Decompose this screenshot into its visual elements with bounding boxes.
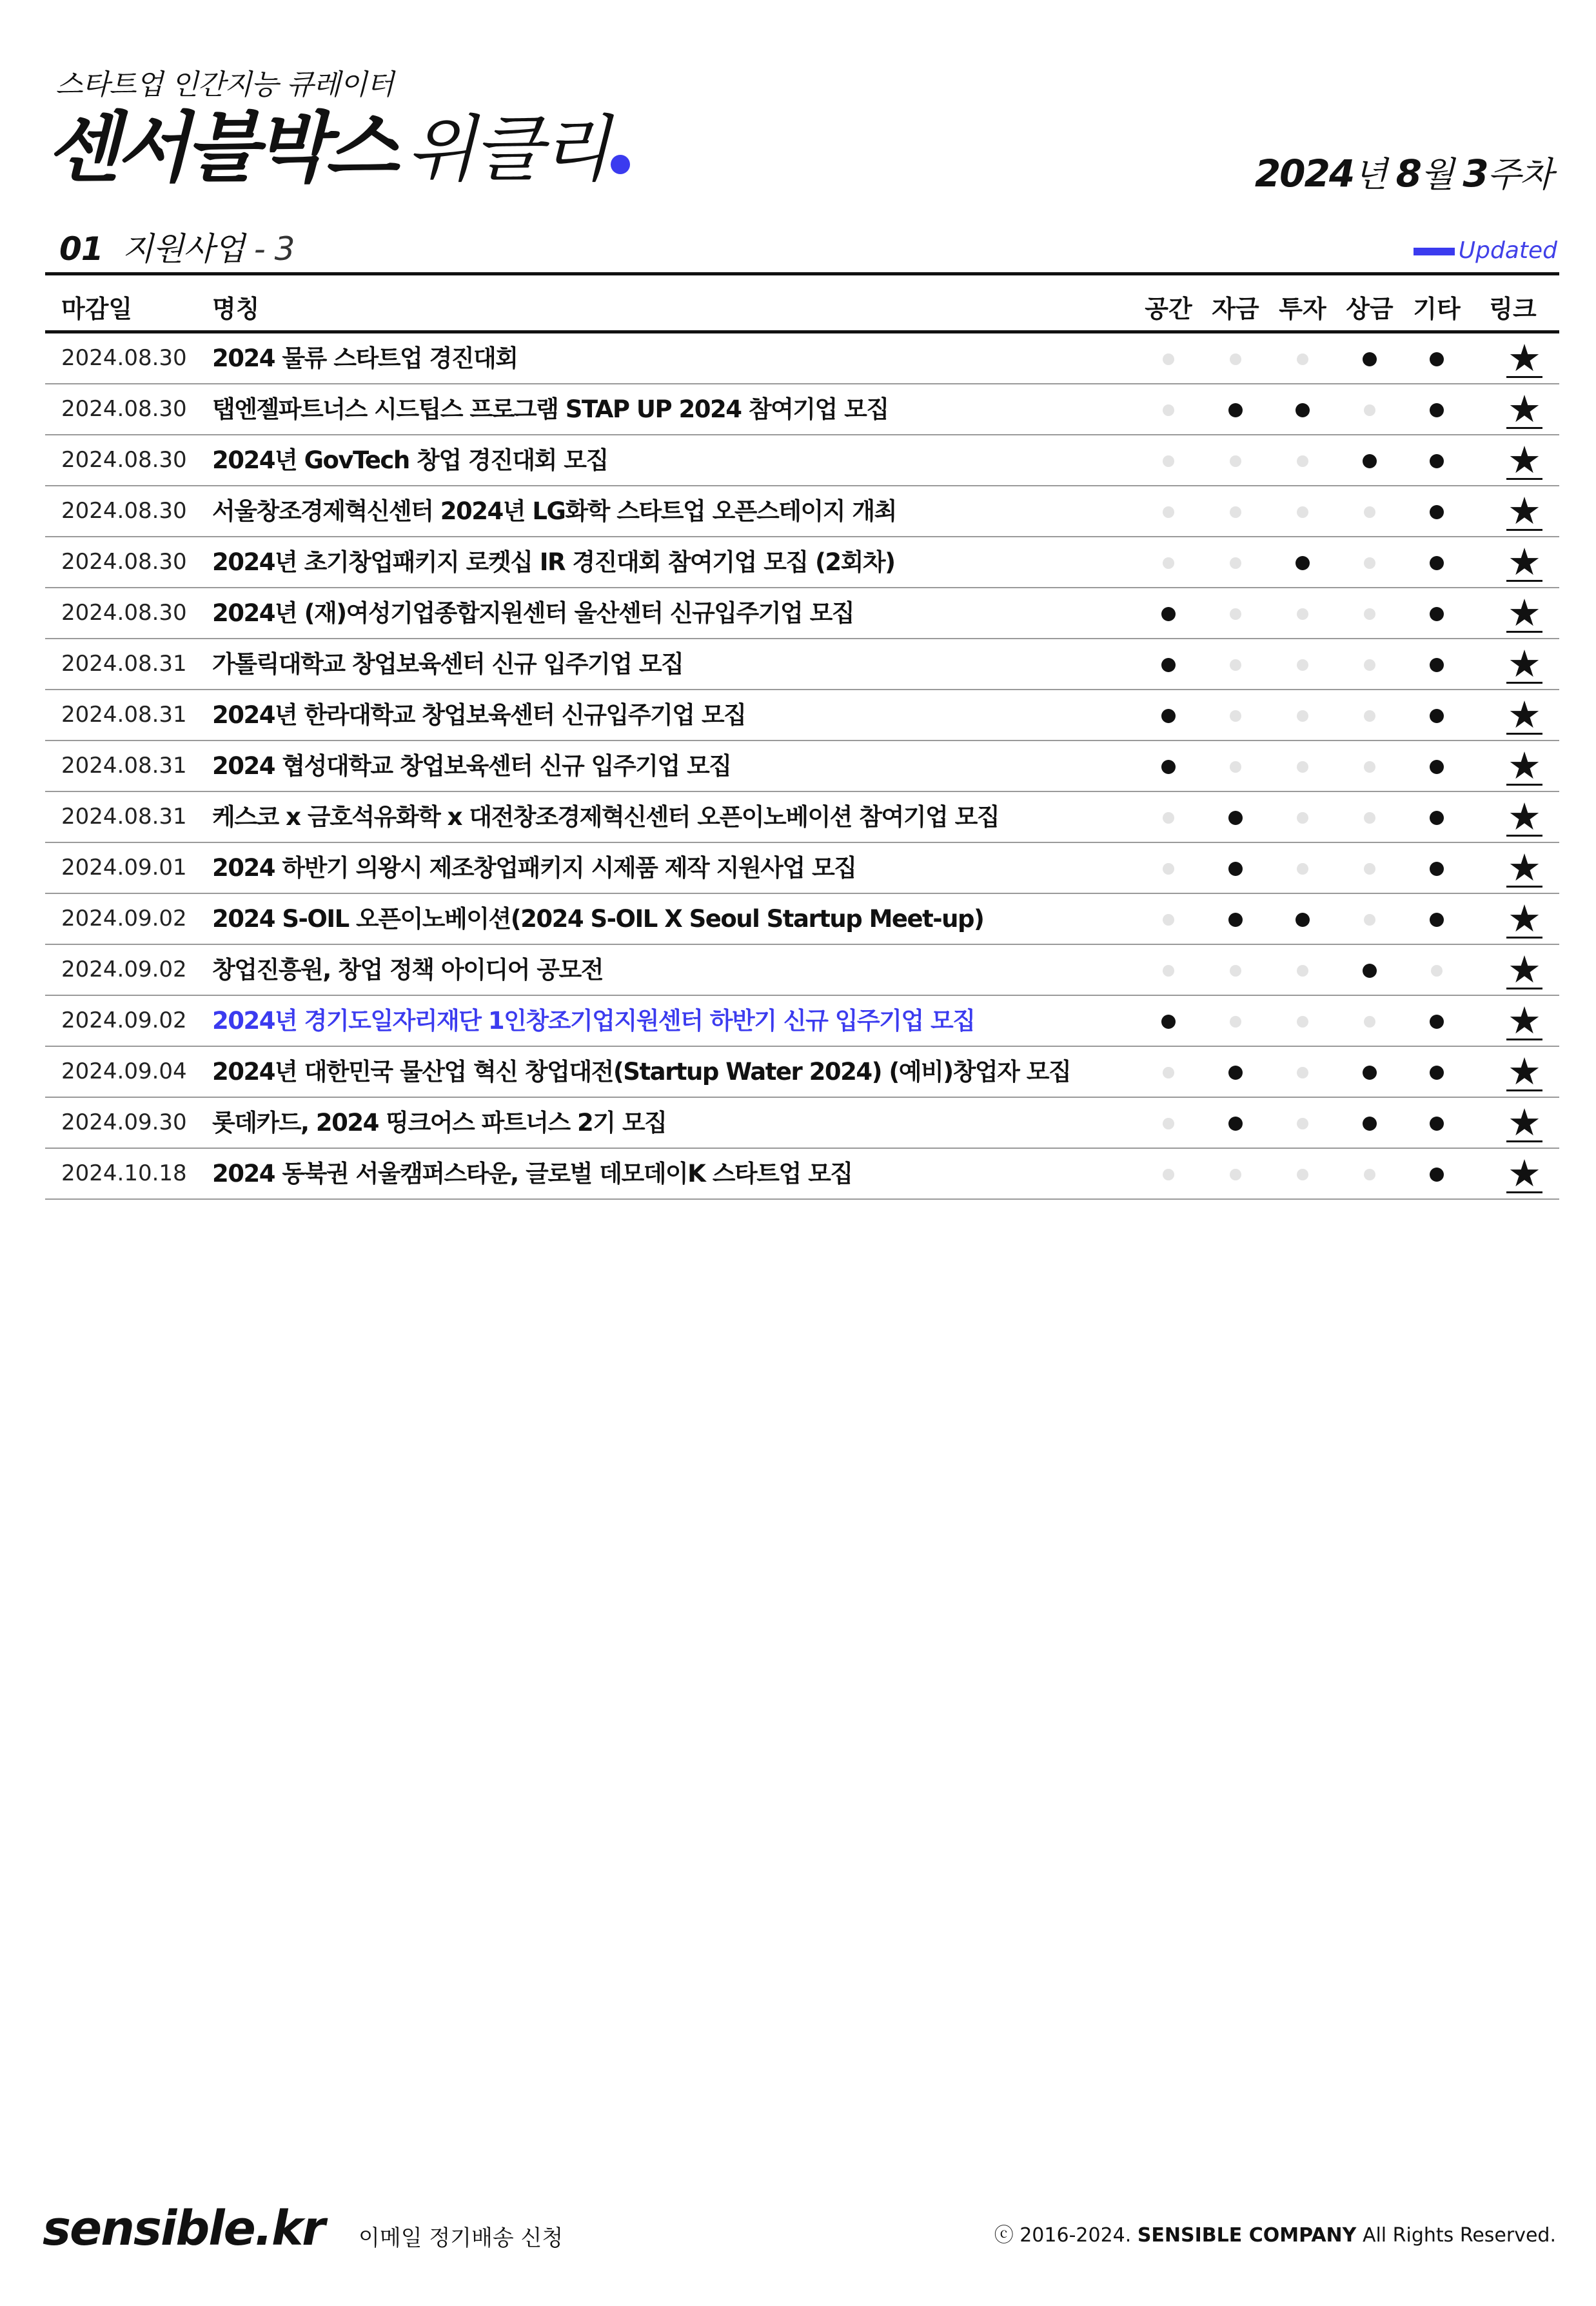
filled-dot-icon <box>1228 403 1243 417</box>
filled-dot-icon <box>1228 862 1243 876</box>
row-space-cell <box>1135 945 1202 995</box>
row-etc-cell <box>1403 690 1470 740</box>
row-space-cell <box>1135 690 1202 740</box>
row-funding-cell <box>1202 1047 1269 1097</box>
row-etc-cell <box>1403 537 1470 587</box>
empty-dot-icon <box>1297 353 1308 365</box>
row-space-cell <box>1135 486 1202 536</box>
row-funding-cell <box>1202 1149 1269 1198</box>
issue-date <box>1255 147 1552 197</box>
star-link-icon[interactable]: ★ <box>1508 948 1541 991</box>
filled-dot-icon <box>1430 658 1444 672</box>
page-title <box>46 103 630 192</box>
star-link-icon[interactable]: ★ <box>1508 540 1541 584</box>
row-link-cell <box>1491 894 1558 944</box>
row-funding-cell <box>1202 690 1269 740</box>
row-prize-cell <box>1336 1047 1403 1097</box>
empty-dot-icon <box>1163 914 1174 926</box>
row-prize-cell <box>1336 537 1403 587</box>
row-name: 2024년 GovTech 창업 경진대회 모집 <box>212 446 608 474</box>
row-deadline: 2024.09.02 <box>61 957 187 982</box>
table-row <box>45 537 1559 588</box>
row-deadline: 2024.09.02 <box>61 906 187 931</box>
empty-dot-icon <box>1297 1067 1308 1078</box>
row-name: 가톨릭대학교 창업보육센터 신규 입주기업 모집 <box>212 650 684 678</box>
row-link-cell <box>1491 690 1558 740</box>
filled-dot-icon <box>1430 709 1444 723</box>
filled-dot-icon <box>1161 607 1176 621</box>
header-prize: 상금 <box>1346 295 1394 323</box>
row-deadline: 2024.08.31 <box>61 804 187 830</box>
row-space-cell <box>1135 1047 1202 1097</box>
star-link-icon[interactable]: ★ <box>1508 438 1541 482</box>
row-funding-cell <box>1202 996 1269 1046</box>
table-row <box>45 1149 1559 1200</box>
row-prize-cell <box>1336 639 1403 689</box>
table-row <box>45 435 1559 486</box>
row-space-cell <box>1135 996 1202 1046</box>
filled-dot-icon <box>1430 1015 1444 1029</box>
row-space-cell <box>1135 741 1202 791</box>
section-number: 01 <box>59 230 103 268</box>
row-name: 2024년 (재)여성기업종합지원센터 울산센터 신규입주기업 모집 <box>212 599 854 627</box>
empty-dot-icon <box>1230 557 1241 569</box>
row-funding-cell <box>1202 843 1269 893</box>
empty-dot-icon <box>1297 1016 1308 1028</box>
empty-dot-icon <box>1230 1016 1241 1028</box>
row-space-cell <box>1135 639 1202 689</box>
empty-dot-icon <box>1364 404 1375 416</box>
row-link-cell <box>1491 1098 1558 1148</box>
star-link-icon[interactable]: ★ <box>1508 744 1541 788</box>
row-etc-cell <box>1403 435 1470 485</box>
row-investment-cell <box>1269 486 1336 536</box>
star-link-icon[interactable]: ★ <box>1508 642 1541 686</box>
issue-week-unit: 주차 <box>1487 154 1552 195</box>
row-deadline: 2024.08.30 <box>61 549 187 575</box>
row-deadline: 2024.08.31 <box>61 702 187 728</box>
empty-dot-icon <box>1230 1169 1241 1180</box>
row-etc-cell <box>1403 384 1470 434</box>
row-link-cell <box>1491 792 1558 842</box>
row-deadline: 2024.08.30 <box>61 396 187 422</box>
filled-dot-icon <box>1430 760 1444 774</box>
star-link-icon[interactable]: ★ <box>1508 1049 1541 1093</box>
row-funding-cell <box>1202 945 1269 995</box>
table-row <box>45 945 1559 996</box>
row-link-cell <box>1491 333 1558 383</box>
row-investment-cell <box>1269 843 1336 893</box>
filled-dot-icon <box>1430 811 1444 825</box>
header-deadline: 마감일 <box>61 295 133 323</box>
row-link-cell <box>1491 1149 1558 1198</box>
row-prize-cell <box>1336 945 1403 995</box>
row-investment-cell <box>1269 996 1336 1046</box>
row-funding-cell <box>1202 384 1269 434</box>
empty-dot-icon <box>1364 608 1375 620</box>
row-name: 케스코 x 금호석유화학 x 대전창조경제혁신센터 오픈이노베이션 참여기업 모집 <box>212 803 1000 831</box>
row-prize-cell <box>1336 384 1403 434</box>
row-etc-cell <box>1403 945 1470 995</box>
row-etc-cell <box>1403 639 1470 689</box>
empty-dot-icon <box>1364 659 1375 671</box>
filled-dot-icon <box>1430 556 1444 570</box>
empty-dot-icon <box>1230 455 1241 467</box>
filled-dot-icon <box>1228 913 1243 927</box>
table-row <box>45 792 1559 843</box>
program-table <box>45 333 1559 1200</box>
filled-dot-icon <box>1161 709 1176 723</box>
star-link-icon[interactable]: ★ <box>1508 336 1541 380</box>
row-space-cell <box>1135 333 1202 383</box>
row-etc-cell <box>1403 894 1470 944</box>
star-link-icon[interactable]: ★ <box>1508 999 1541 1042</box>
row-prize-cell <box>1336 435 1403 485</box>
issue-year-unit: 년 <box>1354 154 1386 195</box>
row-funding-cell <box>1202 894 1269 944</box>
filled-dot-icon <box>1363 352 1377 366</box>
row-investment-cell <box>1269 1098 1336 1148</box>
row-investment-cell <box>1269 792 1336 842</box>
row-prize-cell <box>1336 792 1403 842</box>
filled-dot-icon <box>1430 862 1444 876</box>
filled-dot-icon <box>1430 454 1444 468</box>
filled-dot-icon <box>1363 1117 1377 1131</box>
row-prize-cell <box>1336 486 1403 536</box>
row-link-cell <box>1491 435 1558 485</box>
table-row <box>45 741 1559 792</box>
row-investment-cell <box>1269 1047 1336 1097</box>
row-name: 창업진흥원, 창업 정책 아이디어 공모전 <box>212 956 603 984</box>
copyright-years: ⓒ 2016-2024. <box>994 2224 1132 2247</box>
row-etc-cell <box>1403 741 1470 791</box>
row-investment-cell <box>1269 741 1336 791</box>
table-top-rule <box>45 272 1559 275</box>
row-prize-cell <box>1336 588 1403 638</box>
row-funding-cell <box>1202 333 1269 383</box>
empty-dot-icon <box>1163 557 1174 569</box>
email-subscribe-link[interactable]: 이메일 정기배송 신청 <box>359 2225 564 2251</box>
row-etc-cell <box>1403 333 1470 383</box>
row-prize-cell <box>1336 1149 1403 1198</box>
filled-dot-icon <box>1296 403 1310 417</box>
row-name: 서울창조경제혁신센터 2024년 LG화학 스타트업 오픈스테이지 개최 <box>212 497 896 525</box>
section-heading <box>59 223 294 270</box>
row-name: 2024 물류 스타트업 경진대회 <box>212 344 518 372</box>
row-deadline: 2024.09.02 <box>61 1008 187 1033</box>
row-space-cell <box>1135 792 1202 842</box>
empty-dot-icon <box>1163 863 1174 875</box>
row-link-cell <box>1491 945 1558 995</box>
row-investment-cell <box>1269 333 1336 383</box>
empty-dot-icon <box>1163 353 1174 365</box>
filled-dot-icon <box>1430 403 1444 417</box>
row-funding-cell <box>1202 792 1269 842</box>
row-name: 2024년 경기도일자리재단 1인창조기업지원센터 하반기 신규 입주기업 모집 <box>212 1007 975 1035</box>
row-funding-cell <box>1202 486 1269 536</box>
row-funding-cell <box>1202 435 1269 485</box>
row-prize-cell <box>1336 741 1403 791</box>
empty-dot-icon <box>1364 710 1375 722</box>
row-deadline: 2024.08.30 <box>61 498 187 524</box>
row-funding-cell <box>1202 639 1269 689</box>
star-link-icon[interactable]: ★ <box>1508 795 1541 839</box>
filled-dot-icon <box>1228 1066 1243 1080</box>
row-investment-cell <box>1269 1149 1336 1198</box>
row-deadline: 2024.08.30 <box>61 447 187 473</box>
row-investment-cell <box>1269 384 1336 434</box>
header-name: 명칭 <box>212 295 260 323</box>
empty-dot-icon <box>1297 455 1308 467</box>
row-etc-cell <box>1403 1149 1470 1198</box>
empty-dot-icon <box>1364 863 1375 875</box>
filled-dot-icon <box>1161 760 1176 774</box>
row-investment-cell <box>1269 690 1336 740</box>
star-link-icon[interactable]: ★ <box>1508 489 1541 533</box>
row-name: 2024 하반기 의왕시 제조창업패키지 시제품 제작 지원사업 모집 <box>212 854 856 882</box>
header-funding: 자금 <box>1212 295 1259 323</box>
empty-dot-icon <box>1364 557 1375 569</box>
filled-dot-icon <box>1296 556 1310 570</box>
star-link-icon[interactable]: ★ <box>1508 591 1541 635</box>
star-link-icon[interactable]: ★ <box>1508 897 1541 940</box>
row-funding-cell <box>1202 588 1269 638</box>
row-etc-cell <box>1403 1098 1470 1148</box>
empty-dot-icon <box>1163 506 1174 518</box>
row-prize-cell <box>1336 333 1403 383</box>
empty-dot-icon <box>1230 608 1241 620</box>
table-row <box>45 690 1559 741</box>
empty-dot-icon <box>1163 404 1174 416</box>
row-link-cell <box>1491 537 1558 587</box>
empty-dot-icon <box>1297 965 1308 977</box>
row-deadline: 2024.09.01 <box>61 855 187 880</box>
row-etc-cell <box>1403 486 1470 536</box>
row-link-cell <box>1491 588 1558 638</box>
header-space: 공간 <box>1145 295 1192 323</box>
row-space-cell <box>1135 435 1202 485</box>
empty-dot-icon <box>1163 812 1174 824</box>
header-etc: 기타 <box>1413 295 1461 323</box>
row-funding-cell <box>1202 537 1269 587</box>
row-investment-cell <box>1269 435 1336 485</box>
empty-dot-icon <box>1297 506 1308 518</box>
table-row <box>45 1098 1559 1149</box>
empty-dot-icon <box>1297 812 1308 824</box>
row-prize-cell <box>1336 843 1403 893</box>
empty-dot-icon <box>1297 863 1308 875</box>
filled-dot-icon <box>1430 505 1444 519</box>
filled-dot-icon <box>1430 1168 1444 1182</box>
filled-dot-icon <box>1363 964 1377 978</box>
copyright-company: SENSIBLE COMPANY <box>1137 2224 1357 2247</box>
row-name: 롯데카드, 2024 띵크어스 파트너스 2기 모집 <box>212 1109 667 1137</box>
row-prize-cell <box>1336 690 1403 740</box>
empty-dot-icon <box>1297 659 1308 671</box>
row-space-cell <box>1135 1149 1202 1198</box>
empty-dot-icon <box>1297 608 1308 620</box>
title-brand: 센서블박스 <box>46 103 395 192</box>
row-name: 2024 협성대학교 창업보육센터 신규 입주기업 모집 <box>212 752 731 780</box>
row-name: 2024년 대한민국 물산업 혁신 창업대전(Startup Water 2024) (예비)창업자 모집 <box>212 1058 1071 1086</box>
header-link: 링크 <box>1489 295 1537 323</box>
row-funding-cell <box>1202 1098 1269 1148</box>
empty-dot-icon <box>1230 710 1241 722</box>
updated-legend <box>1414 237 1557 264</box>
filled-dot-icon <box>1430 913 1444 927</box>
row-space-cell <box>1135 384 1202 434</box>
star-link-icon[interactable]: ★ <box>1508 693 1541 737</box>
row-link-cell <box>1491 384 1558 434</box>
empty-dot-icon <box>1163 1118 1174 1129</box>
row-deadline: 2024.09.04 <box>61 1059 187 1084</box>
row-etc-cell <box>1403 588 1470 638</box>
row-space-cell <box>1135 894 1202 944</box>
row-etc-cell <box>1403 843 1470 893</box>
empty-dot-icon <box>1297 761 1308 773</box>
star-link-icon[interactable]: ★ <box>1508 387 1541 431</box>
empty-dot-icon <box>1230 659 1241 671</box>
copyright-rights: All Rights Reserved. <box>1362 2224 1556 2247</box>
star-link-icon[interactable]: ★ <box>1508 1100 1541 1144</box>
row-prize-cell <box>1336 894 1403 944</box>
empty-dot-icon <box>1163 1169 1174 1180</box>
star-link-icon[interactable]: ★ <box>1508 1151 1541 1195</box>
star-link-icon[interactable]: ★ <box>1508 846 1541 890</box>
row-name: 2024 S-OIL 오픈이노베이션(2024 S-OIL X Seoul Startup Meet-up) <box>212 905 984 933</box>
row-name: 탭엔젤파트너스 시드팁스 프로그램 STAP UP 2024 참여기업 모집 <box>212 395 889 423</box>
filled-dot-icon <box>1430 607 1444 621</box>
row-link-cell <box>1491 639 1558 689</box>
footer-logo[interactable]: sensible.kr <box>43 2201 324 2256</box>
row-deadline: 2024.10.18 <box>61 1160 187 1186</box>
updated-legend-bar-icon <box>1414 248 1455 255</box>
row-deadline: 2024.08.30 <box>61 600 187 626</box>
empty-dot-icon <box>1364 914 1375 926</box>
row-name: 2024년 한라대학교 창업보육센터 신규입주기업 모집 <box>212 701 746 729</box>
row-link-cell <box>1491 1047 1558 1097</box>
empty-dot-icon <box>1230 761 1241 773</box>
empty-dot-icon <box>1364 761 1375 773</box>
title-weekly: 위클리 <box>406 108 608 192</box>
updated-legend-label: Updated <box>1458 237 1557 264</box>
row-prize-cell <box>1336 996 1403 1046</box>
table-row <box>45 843 1559 894</box>
row-investment-cell <box>1269 894 1336 944</box>
row-deadline: 2024.08.31 <box>61 753 187 779</box>
row-investment-cell <box>1269 588 1336 638</box>
row-space-cell <box>1135 588 1202 638</box>
row-deadline: 2024.09.30 <box>61 1109 187 1135</box>
filled-dot-icon <box>1228 811 1243 825</box>
row-prize-cell <box>1336 1098 1403 1148</box>
row-etc-cell <box>1403 996 1470 1046</box>
filled-dot-icon <box>1430 1117 1444 1131</box>
row-link-cell <box>1491 486 1558 536</box>
row-name: 2024년 초기창업패키지 로켓십 IR 경진대회 참여기업 모집 (2회차) <box>212 548 895 576</box>
table-row <box>45 894 1559 945</box>
filled-dot-icon <box>1296 913 1310 927</box>
row-link-cell <box>1491 741 1558 791</box>
empty-dot-icon <box>1297 1118 1308 1129</box>
row-space-cell <box>1135 537 1202 587</box>
issue-month-unit: 월 <box>1420 154 1453 195</box>
table-row <box>45 486 1559 537</box>
table-row <box>45 588 1559 639</box>
empty-dot-icon <box>1163 965 1174 977</box>
row-investment-cell <box>1269 945 1336 995</box>
title-dot-icon <box>611 155 630 174</box>
filled-dot-icon <box>1161 1015 1176 1029</box>
table-row <box>45 333 1559 384</box>
issue-month: 8 <box>1395 152 1421 195</box>
row-investment-cell <box>1269 639 1336 689</box>
issue-week: 3 <box>1463 152 1488 195</box>
empty-dot-icon <box>1230 506 1241 518</box>
empty-dot-icon <box>1163 1067 1174 1078</box>
table-row <box>45 384 1559 435</box>
row-deadline: 2024.08.30 <box>61 345 187 371</box>
filled-dot-icon <box>1363 454 1377 468</box>
row-space-cell <box>1135 1098 1202 1148</box>
footer-copyright <box>994 2219 1556 2247</box>
empty-dot-icon <box>1230 965 1241 977</box>
header-investment: 투자 <box>1279 295 1326 323</box>
empty-dot-icon <box>1364 1016 1375 1028</box>
empty-dot-icon <box>1431 965 1443 977</box>
row-link-cell <box>1491 843 1558 893</box>
row-link-cell <box>1491 996 1558 1046</box>
table-row <box>45 639 1559 690</box>
issue-year: 2024 <box>1254 152 1354 195</box>
row-deadline: 2024.08.31 <box>61 651 187 677</box>
filled-dot-icon <box>1161 658 1176 672</box>
empty-dot-icon <box>1297 1169 1308 1180</box>
row-name: 2024 동북권 서울캠퍼스타운, 글로벌 데모데이K 스타트업 모집 <box>212 1160 852 1188</box>
row-etc-cell <box>1403 792 1470 842</box>
filled-dot-icon <box>1228 1117 1243 1131</box>
row-funding-cell <box>1202 741 1269 791</box>
filled-dot-icon <box>1430 1066 1444 1080</box>
row-etc-cell <box>1403 1047 1470 1097</box>
row-space-cell <box>1135 843 1202 893</box>
empty-dot-icon <box>1364 506 1375 518</box>
empty-dot-icon <box>1297 710 1308 722</box>
row-investment-cell <box>1269 537 1336 587</box>
empty-dot-icon <box>1364 812 1375 824</box>
empty-dot-icon <box>1230 353 1241 365</box>
table-row <box>45 996 1559 1047</box>
empty-dot-icon <box>1163 455 1174 467</box>
section-suffix: - 3 <box>253 230 295 268</box>
table-row <box>45 1047 1559 1098</box>
filled-dot-icon <box>1430 352 1444 366</box>
empty-dot-icon <box>1364 1169 1375 1180</box>
page-subtitle: 스타트업 인간지능 큐레이터 <box>55 68 394 101</box>
section-title: 지원사업 <box>122 230 244 268</box>
filled-dot-icon <box>1363 1066 1377 1080</box>
